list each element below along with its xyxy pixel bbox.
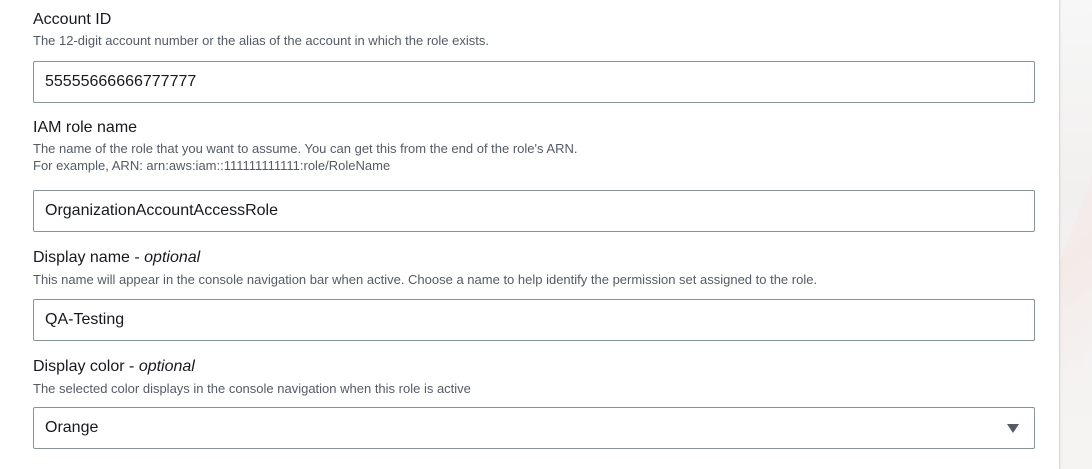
display-name-input[interactable]: [33, 299, 1035, 341]
account-id-label: Account ID: [33, 11, 112, 28]
background-decoration: [1060, 0, 1092, 469]
account-id-description: The 12-digit account number or the alias of the account in which the role exists.: [33, 33, 489, 48]
display-color-select[interactable]: [33, 407, 1035, 449]
iam-role-name-input[interactable]: [33, 190, 1035, 232]
display-color-label-text: Display color -: [33, 358, 139, 375]
display-color-selected-value: Orange: [45, 419, 99, 436]
display-name-label: [33, 248, 1035, 268]
display-color-description: The selected color displays in the console navigation when this role is active: [33, 381, 471, 396]
display-name-field: [33, 248, 1035, 288]
account-id-input[interactable]: [33, 61, 1035, 103]
display-name-description: This name will appear in the console navigation bar when active. Choose a name to help identify the permission set assigned to the role.: [33, 272, 818, 287]
display-name-label-text: Display name -: [33, 249, 145, 266]
account-id-field: [33, 10, 1035, 49]
iam-role-name-field: [33, 118, 1035, 174]
display-color-optional: optional: [138, 358, 195, 375]
iam-role-name-description-line1: The name of the role that you want to assume. You can get this from the end of the role's ARN.: [33, 141, 578, 156]
caret-down-icon: [1007, 424, 1019, 433]
display-color-label: [33, 357, 1035, 377]
iam-role-name-description-line2: For example, ARN: arn:aws:iam::111111111111:role/RoleName: [33, 158, 391, 173]
iam-role-name-label: IAM role name: [33, 119, 138, 136]
display-name-optional: optional: [144, 249, 201, 266]
display-color-field: [33, 357, 1035, 397]
